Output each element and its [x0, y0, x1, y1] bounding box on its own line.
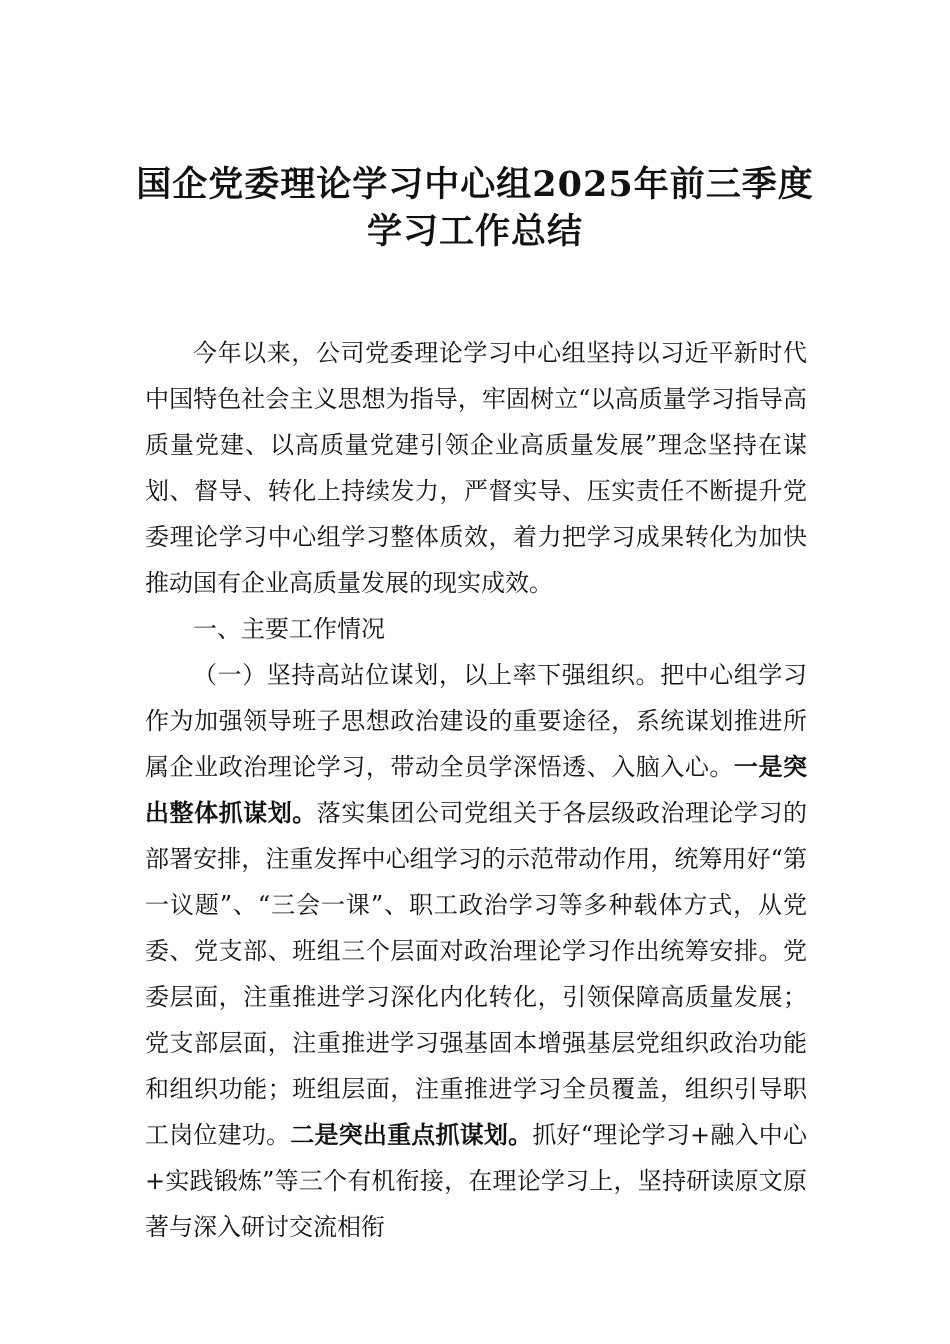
- point-2-text: 抓好“理论学习+融入中心+实践锻炼”等三个有机衔接，在理论学习上，坚持研读原文原著与深入研讨交流相衔: [145, 1121, 807, 1241]
- section-heading: 一、主要工作情况: [193, 615, 385, 643]
- document-body: [145, 330, 807, 1250]
- subsection-text: 把中心组学习作为加强领导班子思想政治建设的重要途径，系统谋划推进所属企业政治理论学习，带动全员学深悟透、入脑入心。: [145, 661, 808, 781]
- document-title-line-1: 国企党委理论学习中心组2025年前三季度: [136, 164, 814, 205]
- point-1-text: 落实集团公司党组关于各层级政治理论学习的部署安排，注重发挥中心组学习的示范带动作用，统筹用好“第一议题”、“三会一课”、职工政治学习等多种载体方式，从党委、党支部、班组三个层面对政治理论学习作出统筹安排。党委层面，注重推进学习深化内化转化，引领保障高质量发展；党支部层面，注重推进学习强基固本增强基层党组织政治功能和组织功能；班组层面，注重推进学习全员覆盖，组织引导职工岗位建功。: [145, 799, 808, 1149]
- subsection-paragraph: [145, 652, 807, 1250]
- point-1-title: 一是突出整体抓谋划。: [145, 753, 807, 827]
- point-2-title: 二是突出重点抓谋划。: [290, 1121, 533, 1149]
- intro-paragraph: 今年以来，公司党委理论学习中心组坚持以习近平新时代中国特色社会主义思想为指导，牢固树立“以高质量学习指导高质量党建、以高质量党建引领企业高质量发展”理念坚持在谋划、督导、转化上持续发力，严督实导、压实责任不断提升党委理论学习中心组学习整体质效，着力把学习成果转化为加快推动国有企业高质量发展的现实成效。: [145, 339, 807, 597]
- subsection-title: （一）坚持高站位谋划，以上率下强组织。: [193, 661, 661, 689]
- document-title-line-2: 学习工作总结: [366, 211, 583, 252]
